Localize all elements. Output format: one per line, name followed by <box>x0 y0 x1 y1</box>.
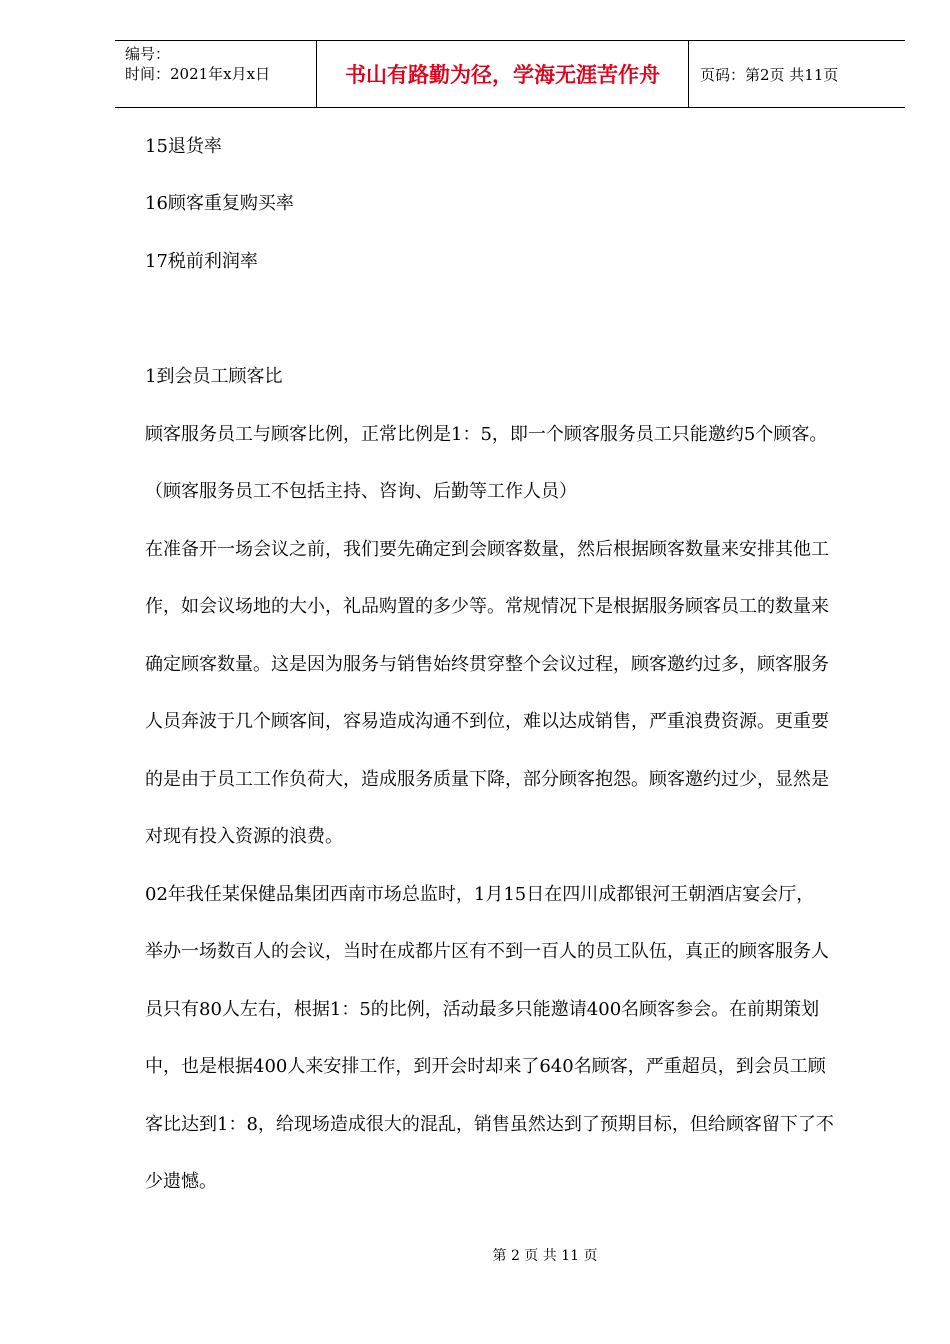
list-item: 15退货率 <box>145 136 222 157</box>
paragraph-line: 客比达到1：8，给现场造成很大的混乱，销售虽然达到了预期目标，但给顾客留下了不 <box>145 1114 834 1135</box>
paragraph-line: 确定顾客数量。这是因为服务与销售始终贯穿整个会议过程，顾客邀约过多，顾客服务 <box>145 654 829 675</box>
paragraph-line: 作，如会议场地的大小，礼品购置的多少等。常规情况下是根据服务顾客员工的数量来 <box>145 596 829 617</box>
paragraph-line: 顾客服务员工与顾客比例，正常比例是1：5，即一个顾客服务员工只能邀约5个顾客。 <box>145 424 828 445</box>
header-motto: 书山有路勤为径，学海无涯苦作舟 <box>316 41 689 107</box>
paragraph-line: 对现有投入资源的浪费。 <box>145 826 343 847</box>
paragraph-line: 少遗憾。 <box>145 1171 217 1192</box>
page-header <box>115 40 905 108</box>
page-footer: 第 2 页 共 11 页 <box>492 1248 598 1264</box>
paragraph-line: 中，也是根据400人来安排工作，到开会时却来了640名顾客，严重超员，到会员工顾 <box>145 1056 826 1077</box>
section-heading: 1到会员工顾客比 <box>145 366 283 387</box>
document-number: 编号： <box>125 45 171 63</box>
list-item: 17税前利润率 <box>145 251 258 272</box>
paragraph-line: （顾客服务员工不包括主持、咨询、后勤等工作人员） <box>145 481 577 502</box>
header-meta <box>115 41 316 107</box>
header-page-info: 页码：第2页 共11页 <box>700 65 839 84</box>
paragraph-line: 02年我任某保健品集团西南市场总监时，1月15日在四川成都银河王朝酒店宴会厅， <box>145 884 815 905</box>
list-item: 16顾客重复购买率 <box>145 193 294 214</box>
paragraph-line: 的是由于员工工作负荷大，造成服务质量下降，部分顾客抱怨。顾客邀约过少，显然是 <box>145 769 829 790</box>
paragraph-line: 员只有80人左右，根据1：5的比例，活动最多只能邀请400名顾客参会。在前期策划 <box>145 999 820 1020</box>
paragraph-line: 人员奔波于几个顾客间，容易造成沟通不到位，难以达成销售，严重浪费资源。更重要 <box>145 711 829 732</box>
document-time: 时间：2021年x月x日 <box>125 65 271 83</box>
paragraph-line: 举办一场数百人的会议，当时在成都片区有不到一百人的员工队伍，真正的顾客服务人 <box>145 941 829 962</box>
paragraph-line: 在准备开一场会议之前，我们要先确定到会顾客数量，然后根据顾客数量来安排其他工 <box>145 539 829 560</box>
